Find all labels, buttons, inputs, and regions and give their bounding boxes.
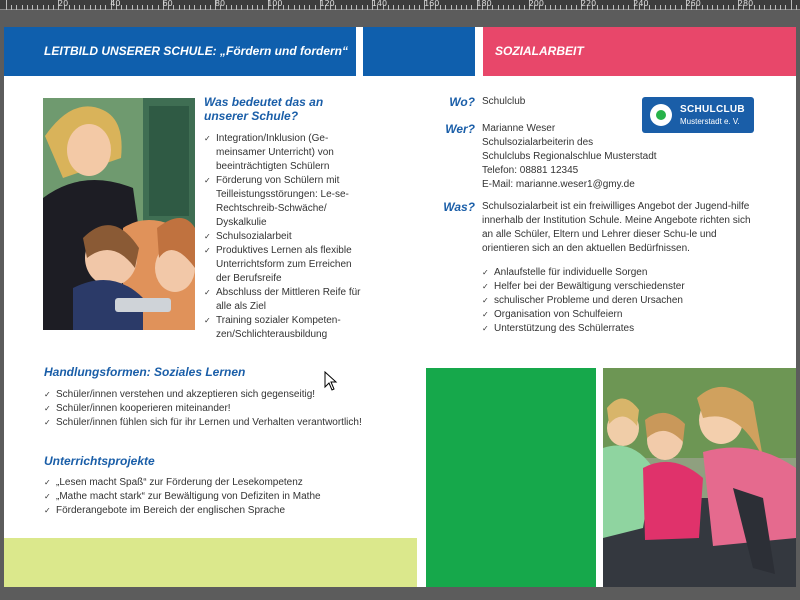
ruler-tick xyxy=(414,5,415,10)
ruler-tick xyxy=(346,5,347,10)
header-bar-middle xyxy=(363,27,475,76)
ruler-tick xyxy=(388,5,389,10)
ruler-number: 140 xyxy=(371,0,388,8)
ruler-tick xyxy=(785,5,786,10)
ruler-tick xyxy=(409,5,410,10)
ruler-number: 280 xyxy=(737,0,754,8)
ruler-tick xyxy=(351,5,352,10)
ruler-tick xyxy=(95,5,96,10)
ruler-tick xyxy=(6,0,7,10)
was-label: Was? xyxy=(443,200,475,214)
ruler-tick xyxy=(681,5,682,10)
projekt-list-item: ✓ „Mathe macht stark“ zur Bewältigung von Defiziten in Mathe xyxy=(44,490,424,504)
ruler-tick xyxy=(440,5,441,10)
question-list-item: ✓ Training sozialer Kompeten-zen/Schlichterausbildung xyxy=(204,314,364,342)
ruler-tick xyxy=(173,5,174,10)
ruler-tick xyxy=(194,5,195,10)
ruler-tick xyxy=(53,5,54,10)
contact-email: E-Mail: marianne.weser1@gmy.de xyxy=(482,179,635,190)
question-list-item: ✓ Abschluss der Mittleren Reife für alle als Ziel xyxy=(204,286,364,314)
ruler-tick xyxy=(764,5,765,10)
ruler-tick xyxy=(137,5,138,10)
ruler-tick xyxy=(121,5,122,10)
ruler-tick xyxy=(288,5,289,10)
ruler-tick xyxy=(189,5,190,10)
ruler-tick xyxy=(445,5,446,10)
ruler-tick xyxy=(419,5,420,10)
green-block xyxy=(426,368,596,587)
ruler-tick xyxy=(257,5,258,10)
sozial-offer-item: ✓ Organisation von Schulfeiern xyxy=(482,308,772,322)
ruler-tick xyxy=(32,5,33,10)
handlungsformen-title: Handlungsformen: Soziales Lernen xyxy=(44,365,246,379)
ruler-tick xyxy=(74,5,75,10)
contact-name: Marianne Weser xyxy=(482,123,556,134)
ruler-tick xyxy=(341,5,342,10)
ruler-tick xyxy=(294,5,295,10)
ruler-tick xyxy=(362,5,363,10)
contact-phone: Telefon: 08881 12345 xyxy=(482,165,579,176)
ruler-tick xyxy=(315,5,316,10)
ruler-number: 200 xyxy=(528,0,544,8)
handlungsformen-list-item: ✓ Schüler/innen kooperieren miteinander! xyxy=(44,402,424,416)
ruler-tick xyxy=(184,5,185,10)
ruler-tick xyxy=(503,5,504,10)
ruler-tick xyxy=(398,5,399,10)
was-description: Schulsozialarbeit ist ein freiwilliges Angebot der Jugend-hilfe innerhalb der Institution Schule. Meine Angebote richten sich an alle Schüler, Eltern und Lehrer dieser Schu-le und orientieren sich an den aktuellen Bedürfnissen. xyxy=(482,201,751,254)
handlungsformen-list xyxy=(44,388,424,430)
ruler-tick xyxy=(791,0,792,10)
ruler-tick xyxy=(566,5,567,10)
ruler-tick xyxy=(602,5,603,10)
ruler-tick xyxy=(780,5,781,10)
teacher-children-photo xyxy=(43,98,195,330)
ruler-tick xyxy=(236,5,237,10)
ruler-tick xyxy=(100,5,101,10)
contact-role: Schulsozialarbeiterin des xyxy=(482,137,594,148)
ruler-tick xyxy=(11,5,12,10)
ruler-tick xyxy=(712,5,713,10)
ruler-tick xyxy=(126,5,127,10)
ruler-tick xyxy=(717,5,718,10)
ruler-tick xyxy=(37,5,38,10)
ruler-tick xyxy=(623,5,624,10)
ruler-tick xyxy=(79,5,80,10)
ruler-number: 20 xyxy=(58,0,69,8)
ruler-tick xyxy=(560,5,561,10)
ruler-tick xyxy=(205,5,206,10)
ruler-tick xyxy=(158,5,159,10)
contact-school: Schulclubs Regionalschlue Musterstadt xyxy=(482,151,657,162)
document-page xyxy=(4,27,796,587)
sozial-offer-item: ✓ Anlaufstelle für individuelle Sorgen xyxy=(482,266,772,280)
ruler-tick xyxy=(513,5,514,10)
ruler-tick xyxy=(550,5,551,10)
ruler-tick xyxy=(628,5,629,10)
ruler-tick xyxy=(796,5,797,10)
logo-circle-icon xyxy=(650,104,672,126)
ruler-tick xyxy=(655,5,656,10)
unterrichtsprojekte-list xyxy=(44,476,424,518)
ruler-tick xyxy=(356,5,357,10)
question-list xyxy=(204,132,364,342)
ruler-tick xyxy=(492,5,493,10)
question-list-item: ✓ Förderung von Schülern mit Teilleistungsstörungen: Le-se-Rechtschreib-Schwäche/ Dyskalkulie xyxy=(204,174,364,230)
lime-footer-block xyxy=(4,538,417,587)
ruler-tick xyxy=(200,5,201,10)
ruler-tick xyxy=(498,5,499,10)
sozial-offer-list xyxy=(482,266,772,336)
ruler-tick xyxy=(247,5,248,10)
header-bar-left xyxy=(4,27,356,76)
ruler-tick xyxy=(367,5,368,10)
sozial-offer-item: ✓ Helfer bei der Bewältigung verschiedenster xyxy=(482,280,772,294)
question-list-item: ✓ Produktives Lernen als flexible Unterrichtsform zum Erreichen der Berufsreife xyxy=(204,244,364,286)
ruler-tick xyxy=(770,5,771,10)
ruler-tick xyxy=(597,5,598,10)
ruler-number: 40 xyxy=(110,0,121,8)
handlungsformen-list-item: ✓ Schüler/innen verstehen und akzeptieren sich gegenseitig! xyxy=(44,388,424,402)
ruler-tick xyxy=(252,5,253,10)
ruler-tick xyxy=(403,5,404,10)
ruler-tick xyxy=(571,5,572,10)
ruler-tick xyxy=(48,5,49,10)
ruler-number: 120 xyxy=(319,0,335,8)
ruler-tick xyxy=(545,5,546,10)
ruler-tick xyxy=(508,5,509,10)
ruler-tick xyxy=(132,5,133,10)
ruler-tick xyxy=(466,5,467,10)
ruler-tick xyxy=(670,5,671,10)
ruler-number: 60 xyxy=(162,0,173,8)
projekt-list-item: ✓ „Lesen macht Spaß“ zur Förderung der Lesekompetenz xyxy=(44,476,424,490)
ruler-tick xyxy=(262,5,263,10)
ruler-tick xyxy=(22,5,23,10)
ruler-tick xyxy=(393,5,394,10)
ruler-tick xyxy=(304,5,305,10)
ruler-tick xyxy=(576,5,577,10)
ruler-tick xyxy=(665,5,666,10)
ruler-tick xyxy=(231,5,232,10)
ruler-tick xyxy=(309,5,310,10)
ruler-tick xyxy=(649,5,650,10)
ruler-number: 240 xyxy=(633,0,649,8)
ruler-tick xyxy=(241,5,242,10)
question-list-item: ✓ Integration/Inklusion (Ge-meinsamer Unterricht) von beeinträchtigten Schülern xyxy=(204,132,364,174)
ruler-number: 160 xyxy=(424,0,440,8)
ruler-tick xyxy=(451,5,452,10)
ruler-tick xyxy=(519,5,520,10)
ruler-tick xyxy=(299,5,300,10)
ruler-tick xyxy=(618,5,619,10)
ruler-tick xyxy=(754,5,755,10)
ruler-number: 260 xyxy=(685,0,701,8)
ruler-tick xyxy=(461,5,462,10)
ruler-tick xyxy=(43,5,44,10)
ruler-number: 80 xyxy=(214,0,226,8)
ruler-tick xyxy=(456,5,457,10)
sozialarbeit-title: SOZIALARBEIT xyxy=(495,44,584,58)
wo-label: Wo? xyxy=(449,95,475,109)
ruler-tick xyxy=(524,5,525,10)
ruler-tick xyxy=(16,5,17,10)
ruler-tick xyxy=(147,5,148,10)
sozial-offer-item: ✓ Unterstützung des Schülerrates xyxy=(482,322,772,336)
logo-subtitle: Musterstadt e. V. xyxy=(680,117,740,126)
ruler-tick xyxy=(335,5,336,10)
leitbild-title: LEITBILD UNSERER SCHULE: „Fördern und fordern“ xyxy=(44,44,348,58)
ruler-tick xyxy=(775,5,776,10)
ruler-tick xyxy=(555,5,556,10)
ruler-number: 100 xyxy=(267,0,283,8)
ruler-tick xyxy=(723,5,724,10)
ruler-tick xyxy=(660,5,661,10)
sozial-offer-item: ✓ schulischer Probleme und deren Ursachen xyxy=(482,294,772,308)
ruler xyxy=(0,0,800,10)
wer-contact xyxy=(482,122,657,192)
ruler-tick xyxy=(226,5,227,10)
ruler-tick xyxy=(607,5,608,10)
ruler-tick xyxy=(152,5,153,10)
ruler-tick xyxy=(283,5,284,10)
ruler-tick xyxy=(728,5,729,10)
wo-value: Schulclub xyxy=(482,96,526,107)
mouse-cursor-icon xyxy=(324,371,338,391)
schulclub-logo xyxy=(642,97,754,133)
question-title: Was bedeutet das an unserer Schule? xyxy=(204,95,324,123)
ruler-tick xyxy=(707,5,708,10)
ruler-tick xyxy=(733,5,734,10)
ruler-tick xyxy=(69,5,70,10)
ruler-tick xyxy=(613,5,614,10)
question-list-item: ✓ Schulsozialarbeit xyxy=(204,230,364,244)
handlungsformen-list-item: ✓ Schüler/innen fühlen sich für ihr Lernen und Verhalten verantwortlich! xyxy=(44,416,424,430)
header-bar-right xyxy=(483,27,796,76)
ruler-tick xyxy=(105,5,106,10)
ruler-tick xyxy=(90,5,91,10)
ruler-number: 220 xyxy=(581,0,597,8)
ruler-number: 180 xyxy=(476,0,492,8)
ruler-tick xyxy=(702,5,703,10)
ruler-tick xyxy=(675,5,676,10)
ruler-tick xyxy=(210,5,211,10)
children-running-photo xyxy=(603,368,796,587)
ruler-tick xyxy=(142,5,143,10)
wer-label: Wer? xyxy=(445,122,475,136)
projekt-list-item: ✓ Förderangebote im Bereich der englischen Sprache xyxy=(44,504,424,518)
logo-title: SCHULCLUB xyxy=(680,104,745,115)
ruler-tick xyxy=(27,5,28,10)
ruler-tick xyxy=(471,5,472,10)
ruler-tick xyxy=(179,5,180,10)
unterrichtsprojekte-title: Unterrichtsprojekte xyxy=(44,454,155,468)
ruler-tick xyxy=(84,5,85,10)
ruler-tick xyxy=(759,5,760,10)
